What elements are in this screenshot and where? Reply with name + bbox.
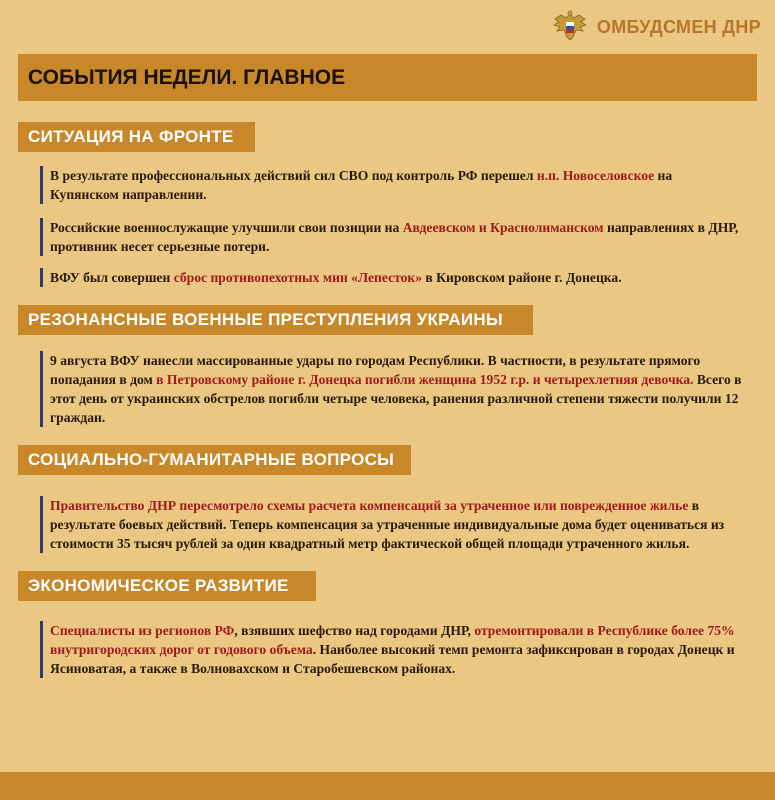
front-item-3-highlight: сброс противопехотных мин «Лепесток» bbox=[173, 270, 423, 285]
front-item-2-text-end: направлениях в ДНР, противник несет серьезные потери. bbox=[50, 220, 739, 254]
front-item-3 bbox=[40, 268, 750, 287]
section-title-crimes: РЕЗОНАНСНЫЕ ВОЕННЫЕ ПРЕСТУПЛЕНИЯ УКРАИНЫ bbox=[28, 310, 503, 329]
economy-item-1-text-end: . Наиболее высокий темп ремонта зафиксирован в городах Донецк и Ясиноватая, а также в Волновахском и Старобешевском районах. bbox=[50, 642, 735, 676]
front-item-2-highlight: Авдеевском и Краснолиманском bbox=[402, 220, 604, 235]
section-title-economy: ЭКОНОМИЧЕСКОЕ РАЗВИТИЕ bbox=[28, 576, 289, 595]
section-header-economy bbox=[18, 571, 316, 601]
economy-item-1-highlight-2: отремонтировали в Республике более 75% внутригородских дорог от годового объема bbox=[50, 623, 735, 657]
social-item-1 bbox=[40, 496, 762, 553]
economy-item-1-highlight-1: Специалисты из регионов РФ bbox=[50, 623, 235, 638]
front-item-2 bbox=[40, 218, 750, 256]
front-item-1 bbox=[40, 166, 740, 204]
front-item-2-text: Российские военнослужащие улучшили свои позиции на bbox=[50, 220, 403, 235]
crimes-item-1-text: 9 августа ВФУ нанесли массированные удары по городам Республики. В частности, в результате прямого попадания в дом bbox=[50, 353, 701, 387]
front-item-3-text-end: в Кировском районе г. Донецка. bbox=[422, 270, 622, 285]
main-title-bar bbox=[18, 54, 757, 101]
front-item-1-text-end: на Купянском направлении. bbox=[50, 168, 673, 202]
section-title-front: СИТУАЦИЯ НА ФРОНТЕ bbox=[28, 127, 234, 146]
crimes-item-1 bbox=[40, 351, 762, 427]
section-title-social: СОЦИАЛЬНО-ГУМАНИТАРНЫЕ ВОПРОСЫ bbox=[28, 450, 395, 469]
front-item-1-text: В результате профессиональных действий сил СВО под контроль РФ перешел bbox=[50, 168, 537, 183]
social-item-1-highlight: Правительство ДНР пересмотрело схемы расчета компенсаций за утраченное или поврежденное жилье bbox=[50, 498, 689, 513]
section-header-crimes bbox=[18, 305, 533, 335]
brand-name: ОМБУДСМЕН ДНР bbox=[596, 16, 761, 37]
social-item-1-text-end: в результате боевых действий. Теперь компенсация за утраченные индивидуальные дома будет оцениваться из стоимости 35 тысяч рублей за один квадратный метр фактической общей площади утраченного жилья. bbox=[50, 498, 725, 551]
section-header-front bbox=[18, 122, 255, 152]
brand-header bbox=[551, 10, 761, 44]
front-item-3-text: ВФУ был совершен bbox=[50, 270, 174, 285]
economy-item-1-text: , взявших шефство над городами ДНР, bbox=[234, 623, 475, 638]
section-header-social bbox=[18, 445, 411, 475]
page-title: СОБЫТИЯ НЕДЕЛИ. ГЛАВНОЕ bbox=[28, 65, 346, 89]
crimes-item-1-text-end: Всего в этот день от украинских обстрелов погибли четыре человека, ранения различной степени тяжести получили 12 граждан. bbox=[50, 372, 742, 425]
footer-bar bbox=[0, 772, 775, 800]
crimes-item-1-highlight: в Петровскому районе г. Донецка погибли женщина 1952 г.р. и четырехлетняя девочка. bbox=[156, 372, 694, 387]
double-headed-eagle-icon bbox=[551, 10, 589, 44]
economy-item-1 bbox=[40, 621, 750, 678]
front-item-1-highlight: н.п. Новоселовское bbox=[536, 168, 655, 183]
